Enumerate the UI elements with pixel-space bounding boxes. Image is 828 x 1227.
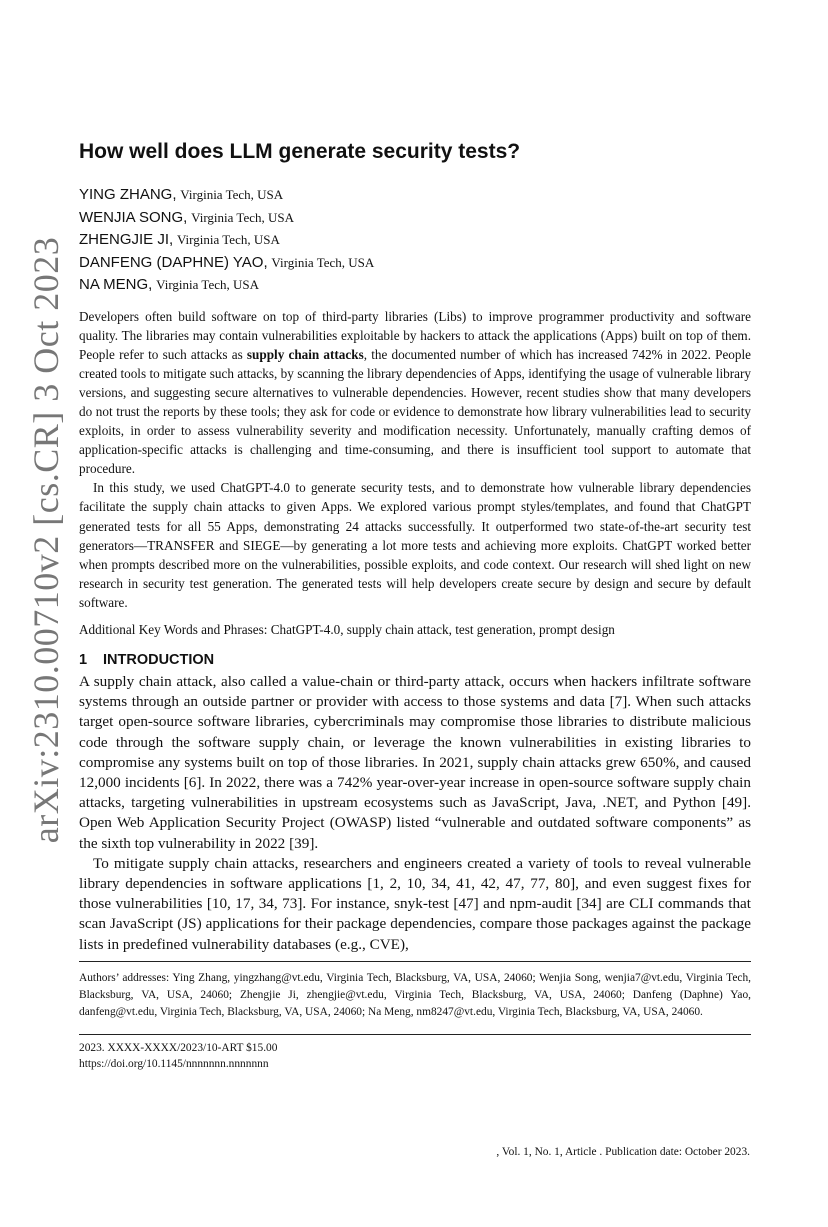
paper-page bbox=[79, 140, 751, 1073]
author-name: WENJIA SONG, bbox=[79, 208, 188, 226]
section-title: INTRODUCTION bbox=[103, 652, 215, 668]
page-footer: , Vol. 1, No. 1, Article . Publication date: October 2023. bbox=[496, 1146, 750, 1158]
publication-price-line: 2023. XXXX-XXXX/2023/10-ART $15.00 bbox=[79, 1041, 278, 1054]
author-entry bbox=[79, 252, 751, 275]
abstract-paragraph-1 bbox=[79, 307, 751, 479]
abstract-text: Developers often build software on top of third-party libraries (Libs) to improve programmer productivity and software quality. The libraries may contain vulnerabilities exploitable by hackers to attack the applications (Apps) built on top of them. People refer to such attacks as bbox=[79, 308, 751, 362]
section-heading bbox=[79, 652, 751, 668]
author-entry bbox=[79, 229, 751, 252]
author-name: NA MENG, bbox=[79, 276, 153, 293]
doi-line: https://doi.org/10.1145/nnnnnnn.nnnnnnn bbox=[79, 1058, 269, 1071]
footnote-divider bbox=[79, 961, 751, 962]
author-affiliation: Virginia Tech, USA bbox=[176, 232, 280, 247]
paper-title: How well does LLM generate security tests? bbox=[79, 140, 521, 163]
author-name: YING ZHANG, bbox=[79, 186, 177, 203]
author-affiliation: Virginia Tech, USA bbox=[271, 254, 375, 270]
pubinfo-divider bbox=[79, 1034, 751, 1035]
author-addresses-footnote: Authors’ addresses: Ying Zhang, yingzhang@vt.edu, Virginia Tech, Blacksburg, VA, USA, 24060; Wenjia Song, wenjia7@vt.edu, Virginia Tech, Blacksburg, VA, USA, 24060; Zhengjie Ji, zhengjie@vt.edu, Virginia Tech, Blacksburg, VA, USA, 24060; Danfeng (Daphne) Yao, danfeng@vt.edu, Virginia Tech, Blacksburg, VA, USA, 24060; Na Meng, nm8247@vt.edu, Virginia Tech, Blacksburg, VA, USA, 24060. bbox=[79, 971, 751, 1018]
section-number: 1 bbox=[79, 652, 88, 668]
abstract-paragraph-2: In this study, we used ChatGPT-4.0 to generate security tests, and to demonstrate how vulnerable library dependencies facilitate the supply chain attacks to given Apps. We explored various prompt styles/templates, and found that ChatGPT generated tests for all 55 Apps, demonstrating 24 attacks successfully. It outperformed two state-of-the-art security test generators—TRANSFER and SIEGE—by generating a lot more tests and achieving more exploits. ChatGPT worked better when prompts described more on the vulnerabilities, possible exploits, and code context. Our research will shed light on new research in security test generation. The generated tests will help developers create secure by design and secure by default software. bbox=[79, 480, 751, 610]
arxiv-identifier: arXiv:2310.00710v2 [cs.CR] 3 Oct 2023 bbox=[26, 236, 66, 844]
author-affiliation: Virginia Tech, USA bbox=[180, 187, 284, 202]
author-affiliation: Virginia Tech, USA bbox=[156, 277, 260, 292]
author-entry bbox=[79, 184, 751, 207]
author-entry bbox=[79, 274, 751, 297]
abstract-bold-term: supply chain attacks bbox=[246, 346, 364, 362]
author-entry bbox=[79, 207, 751, 230]
intro-paragraph-2: To mitigate supply chain attacks, researchers and engineers created a variety of tools to reveal vulnerable library dependencies in software applications [1, 2, 10, 34, 41, 42, 47, 77, 80], and even suggest fixes for those vulnerabilities [10, 17, 34, 73]. For instance, snyk-test [47] and npm-audit [34] are CLI commands that scan JavaScript (JS) applications for their package dependencies, compare those packages against the package lists in predefined vulnerability databases (e.g., CVE), bbox=[79, 854, 751, 953]
arxiv-side-stamp bbox=[24, 236, 68, 844]
introduction-body bbox=[79, 672, 751, 955]
publication-info bbox=[79, 1040, 751, 1073]
keywords: Additional Key Words and Phrases: ChatGPT-4.0, supply chain attack, test generation, prompt design bbox=[79, 622, 615, 637]
author-name: ZHENGJIE JI, bbox=[79, 231, 174, 248]
author-affiliation: Virginia Tech, USA bbox=[191, 209, 295, 225]
author-list bbox=[79, 184, 751, 297]
abstract bbox=[79, 307, 751, 613]
author-name: DANFENG (DAPHNE) YAO, bbox=[79, 253, 268, 271]
intro-paragraph-1: A supply chain attack, also called a value-chain or third-party attack, occurs when hackers infiltrate software systems through an outside partner or provider with access to those systems and data [7]. When such attacks target open-source software libraries, cybercriminals may compromise those libraries to distribute malicious code through the software supply chain, or leverage the known vulnerabilities in existing libraries to compromise any systems built on top of those libraries. In 2021, supply chain attacks grew 650%, and caused 12,000 incidents [6]. In 2022, there was a 742% year-over-year increase in open-source software supply chain attacks, targeting vulnerabilities in upstream ecosystems such as JavaScript, Java, .NET, and Python [49]. Open Web Application Security Project (OWASP) listed “vulnerable and outdated software components” as the sixth top vulnerability in 2022 [39]. bbox=[79, 673, 751, 852]
abstract-text: , the documented number of which has increased 742% in 2022. People created tools to mitigate such attacks, by scanning the library dependencies of Apps, identifying the usage of vulnerable library versions, and suggesting secure alternatives to vulnerable dependencies. However, recent studies show that many developers do not trust the reports by these tools; they ask for code or evidence to demonstrate how library vulnerabilities lead to security exploits, in order to assess vulnerability severity and modification necessity. Unfortunately, manually crafting demos of application-specific attacks is challenging and time-consuming, and there is insufficient tool support to automate that procedure. bbox=[79, 346, 752, 477]
